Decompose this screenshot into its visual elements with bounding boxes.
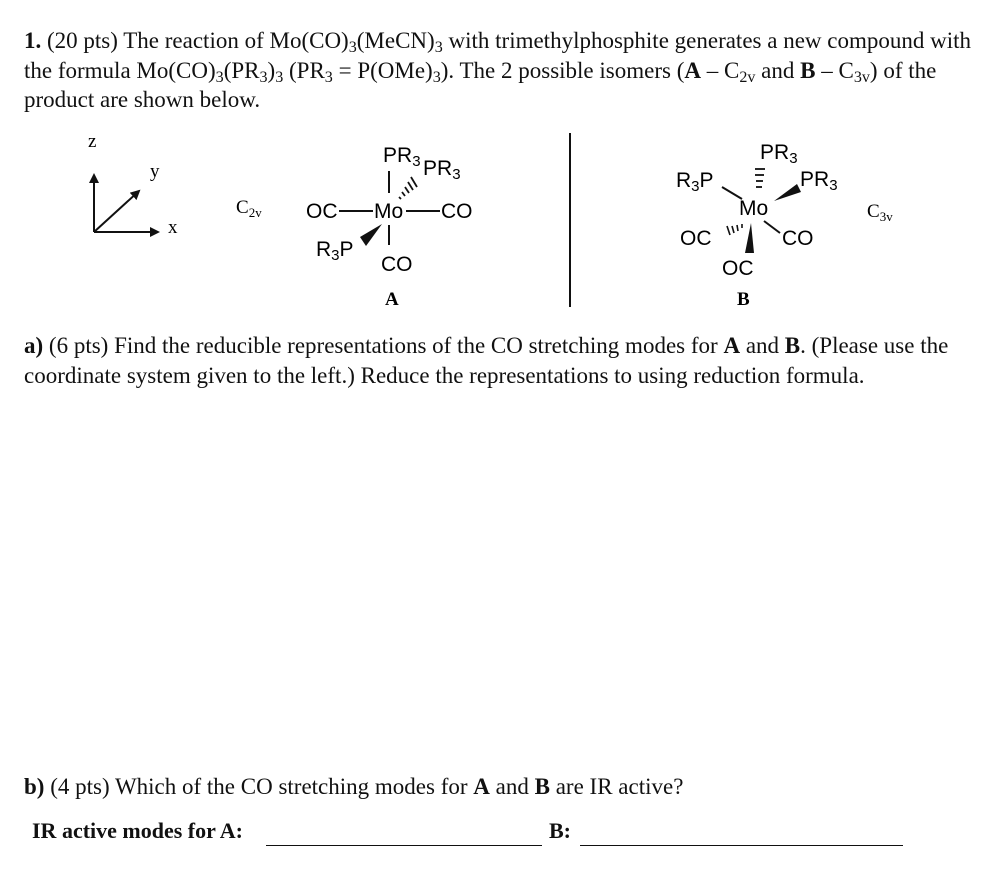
isomer-b-structure bbox=[676, 141, 893, 310]
isomer-b-wedge-bottom bbox=[745, 223, 754, 253]
isomer-b-ligand-co-lower-left: OC bbox=[680, 227, 712, 250]
isomer-b-hashed-bond-top bbox=[755, 169, 765, 187]
isomer-b-point-group: $C_{3v}$ bbox=[867, 201, 893, 224]
isomer-b-wedge-upper-right bbox=[774, 184, 801, 201]
question-intro: 1. (20 pts) The reaction of $Mo(CO)_3(MeCN)_3$ with trimethylphosphite generates a new compound with the formula $Mo(CO)_3(PR_3)_3$ $(PR_3 = P(OMe)_3)$. The 2 possible isomers ($A - C_{2v}$ and B – $C_{3v}$) of the product are shown below. bbox=[24, 28, 971, 112]
isomer-a-wedge-bond bbox=[360, 224, 382, 246]
question-points: (20 pts) bbox=[47, 28, 118, 53]
isomer-b-bond-lower-right bbox=[764, 221, 780, 233]
isomer-a-hashed-bond bbox=[399, 177, 417, 199]
isomer-b-ligand-co-bottom: OC bbox=[722, 257, 754, 280]
isomer-b-hashed-bond-lower-left bbox=[727, 224, 742, 235]
axis-label-y: y bbox=[150, 161, 160, 182]
isomer-a-ref: A bbox=[684, 57, 701, 83]
isomer-b-ligand-co-lower-right: CO bbox=[782, 227, 814, 250]
isomer-a-ligand-pr3-top-left: PR3 bbox=[383, 144, 421, 170]
isomer-b-ligand-pr3-top: PR3 bbox=[760, 141, 798, 167]
isomer-a-ligand-co-left: OC bbox=[306, 200, 338, 223]
isomer-a-ligand-co-right: CO bbox=[441, 200, 473, 223]
isomer-b-ligand-pr3-upper-right: PR3 bbox=[800, 168, 838, 194]
isomer-b-metal: Mo bbox=[739, 197, 769, 220]
isomer-a-ligand-pr3-top-right: PR3 bbox=[423, 157, 461, 183]
isomer-a-structure bbox=[236, 144, 473, 310]
part-b-label: b) bbox=[24, 774, 45, 799]
axis-label-z: z bbox=[88, 131, 97, 152]
isomer-a-label: A bbox=[385, 289, 399, 310]
question-number: 1. bbox=[24, 28, 42, 53]
axis-label-x: x bbox=[168, 217, 178, 238]
coordinate-axes bbox=[88, 131, 178, 238]
part-a-prompt: a) (6 pts) Find the reducible representations of the CO stretching modes for A and B. (Please use the coordinate system given to the left.) Reduce the representations to using reduction formula. bbox=[24, 333, 949, 388]
isomer-b-ref: B bbox=[800, 57, 816, 83]
answer-a-blank[interactable] bbox=[266, 845, 542, 846]
answer-a-label: IR active modes for A: bbox=[32, 818, 243, 843]
isomer-a-ligand-pr3-bottom-left: R3P bbox=[316, 238, 354, 264]
part-a-label: a) bbox=[24, 333, 44, 358]
isomer-a-metal: Mo bbox=[374, 200, 404, 223]
axis-y-arrow bbox=[94, 191, 139, 232]
isomer-a-ligand-co-bottom: CO bbox=[381, 253, 413, 276]
isomer-b-label: B bbox=[737, 289, 750, 310]
isomer-a-point-group: $C_{2v}$ bbox=[236, 197, 262, 220]
part-b-prompt: b) (4 pts) Which of the CO stretching modes for A and B are IR active? bbox=[24, 774, 684, 799]
answer-b-blank[interactable] bbox=[580, 845, 903, 846]
isomer-figure bbox=[0, 125, 1006, 315]
isomer-b-ligand-pr3-upper-left: R3P bbox=[676, 169, 714, 195]
answer-b-label: B: bbox=[549, 818, 571, 843]
